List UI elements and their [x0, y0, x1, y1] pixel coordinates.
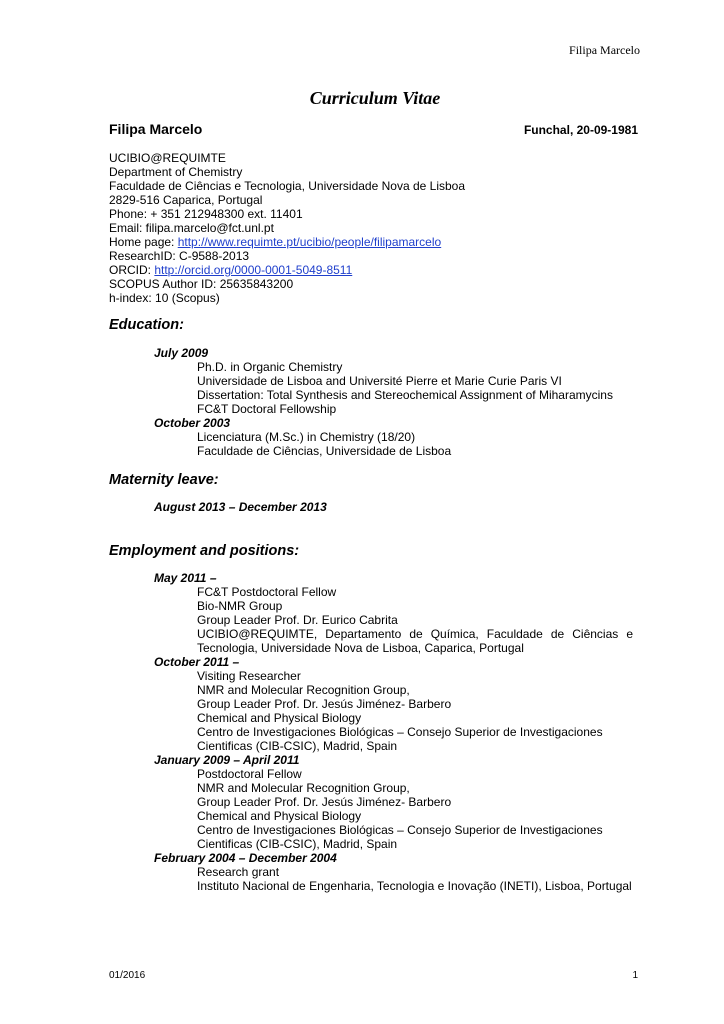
employment-line: Postdoctoral Fellow: [197, 767, 302, 781]
education-line: Licenciatura (M.Sc.) in Chemistry (18/20): [197, 430, 416, 444]
education-line: FC&T Doctoral Fellowship: [197, 402, 337, 416]
email: Email: filipa.marcelo@fct.unl.pt: [109, 221, 274, 235]
footer-date: 01/2016: [109, 970, 146, 981]
education-date: July 2009: [154, 346, 209, 360]
education-line: Dissertation: Total Synthesis and Stereochemical Assignment of Miharamycins: [197, 388, 613, 402]
maternity-date: August 2013 – December 2013: [154, 500, 327, 514]
employment-line: Bio-NMR Group: [197, 599, 283, 613]
maternity-list: [154, 500, 327, 514]
employment-line: Cientificas (CIB-CSIC), Madrid, Spain: [197, 837, 398, 851]
employment-line: NMR and Molecular Recognition Group,: [197, 781, 410, 795]
homepage-row: [109, 235, 465, 249]
contact-block: [109, 151, 465, 305]
employment-date: January 2009 – April 2011: [154, 753, 300, 767]
running-header-name: Filipa Marcelo: [569, 43, 640, 57]
education-list: [154, 346, 613, 458]
document-title: Curriculum Vitae: [309, 88, 441, 108]
homepage-label: Home page:: [109, 235, 178, 249]
maternity-heading: Maternity leave:: [109, 472, 219, 488]
education-line: Ph.D. in Organic Chemistry: [197, 360, 343, 374]
employment-line: Centro de Investigaciones Biológicas – Consejo Superior de Investigaciones: [197, 823, 603, 837]
employment-line: Group Leader Prof. Dr. Jesús Jiménez- Barbero: [197, 795, 452, 809]
employment-line: Chemical and Physical Biology: [197, 711, 362, 725]
employment-line: Chemical and Physical Biology: [197, 809, 362, 823]
employment-list: [154, 571, 633, 893]
education-heading: Education:: [109, 317, 184, 333]
birth-place-date: Funchal, 20-09-1981: [523, 123, 638, 137]
employment-line: Instituto Nacional de Engenharia, Tecnologia e Inovação (INETI), Lisboa, Portugal: [197, 879, 632, 893]
person-name: Filipa Marcelo: [109, 121, 203, 137]
researcher-id: ResearchID: C-9588-2013: [109, 249, 250, 263]
employment-date: October 2011 –: [154, 655, 240, 669]
education-line: Faculdade de Ciências, Universidade de Lisboa: [197, 444, 452, 458]
address: 2829-516 Caparica, Portugal: [109, 193, 263, 207]
employment-line: UCIBIO@REQUIMTE, Departamento de Química, Faculdade de Ciências e: [197, 627, 633, 641]
employment-line: Tecnologia, Universidade Nova de Lisboa, Caparica, Portugal: [197, 641, 524, 655]
employment-line: Research grant: [197, 865, 280, 879]
employment-line: Group Leader Prof. Dr. Eurico Cabrita: [197, 613, 398, 627]
orcid-row: [109, 263, 465, 277]
h-index: h-index: 10 (Scopus): [109, 291, 220, 305]
phone: Phone: + 351 212948300 ext. 11401: [109, 207, 303, 221]
employment-date: February 2004 – December 2004: [154, 851, 337, 865]
institution: UCIBIO@REQUIMTE: [109, 151, 226, 165]
orcid-link[interactable]: http://orcid.org/0000-0001-5049-8511: [154, 263, 353, 277]
employment-date: May 2011 –: [154, 571, 217, 585]
page-number: 1: [632, 970, 638, 981]
homepage-link[interactable]: http://www.requimte.pt/ucibio/people/filipamarcelo: [177, 235, 442, 249]
employment-line: NMR and Molecular Recognition Group,: [197, 683, 410, 697]
education-line: Universidade de Lisboa and Université Pierre et Marie Curie Paris VI: [197, 374, 562, 388]
employment-line: Group Leader Prof. Dr. Jesús Jiménez- Barbero: [197, 697, 452, 711]
education-date: October 2003: [154, 416, 231, 430]
employment-heading: Employment and positions:: [109, 543, 300, 559]
employment-line: Visiting Researcher: [197, 669, 301, 683]
department: Department of Chemistry: [109, 165, 243, 179]
employment-line: Centro de Investigaciones Biológicas – Consejo Superior de Investigaciones: [197, 725, 603, 739]
faculty: Faculdade de Ciências e Tecnologia, Universidade Nova de Lisboa: [109, 179, 466, 193]
employment-line: FC&T Postdoctoral Fellow: [197, 585, 337, 599]
scopus-id: SCOPUS Author ID: 25635843200: [109, 277, 294, 291]
orcid-label: ORCID:: [109, 263, 155, 277]
employment-line: Cientificas (CIB-CSIC), Madrid, Spain: [197, 739, 398, 753]
